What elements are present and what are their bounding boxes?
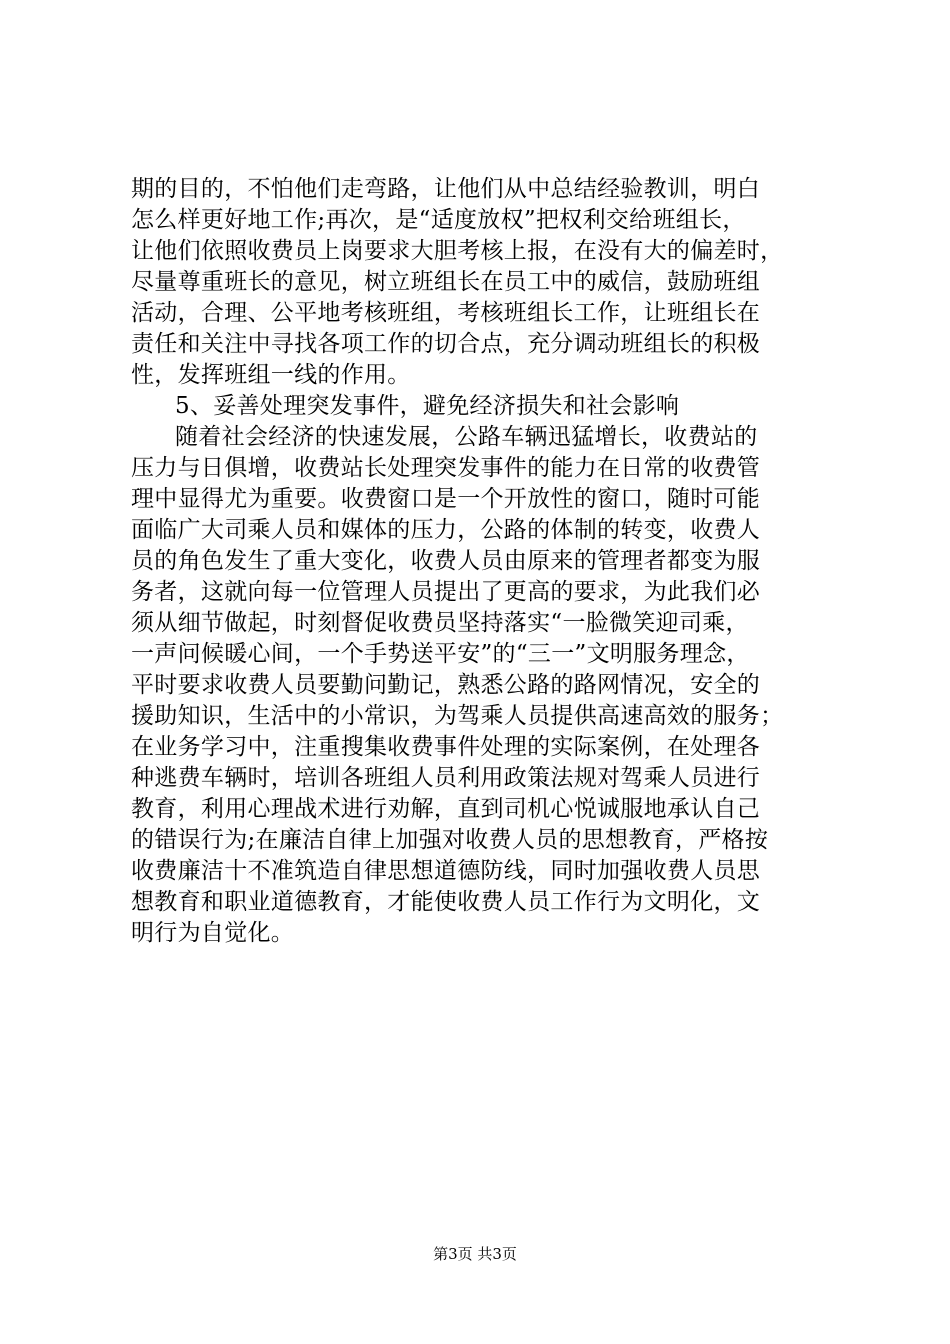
text-line: 种逃费车辆时，培训各班组人员利用政策法规对驾乘人员进行 bbox=[131, 765, 761, 791]
text-line: 压力与日俱增，收费站长处理突发事件的能力在日常的收费管 bbox=[131, 455, 761, 481]
text-line: 援助知识，生活中的小常识，为驾乘人员提供高速高效的服务； bbox=[131, 703, 784, 729]
text-line: 务者，这就向每一位管理人员提出了更高的要求，为此我们必 bbox=[131, 579, 761, 605]
text-line: 一声问候暖心间，一个手势送平安”的“三一”文明服务理念， bbox=[131, 641, 750, 667]
text-line: 在业务学习中，注重搜集收费事件处理的实际案例，在处理各 bbox=[131, 734, 761, 760]
text-line: 收费廉洁十不准筑造自律思想道德防线，同时加强收费人员思 bbox=[131, 858, 761, 884]
text-line: 明行为自觉化。 bbox=[131, 920, 295, 946]
text-line: 想教育和职业道德教育，才能使收费人员工作行为文明化，文 bbox=[131, 889, 761, 915]
text-line: 让他们依照收费员上岗要求大胆考核上报，在没有大的偏差时， bbox=[131, 238, 784, 264]
text-line: 理中显得尤为重要。收费窗口是一个开放性的窗口，随时可能 bbox=[131, 486, 761, 512]
text-line: 面临广大司乘人员和媒体的压力，公路的体制的转变，收费人 bbox=[131, 517, 761, 543]
text-line: 员的角色发生了重大变化，收费人员由原来的管理者都变为服 bbox=[131, 548, 761, 574]
text-line: 平时要求收费人员要勤问勤记，熟悉公路的路网情况，安全的 bbox=[131, 672, 761, 698]
text-line: 性，发挥班组一线的作用。 bbox=[131, 362, 411, 388]
text-line: 活动，合理、公平地考核班组，考核班组长工作，让班组长在 bbox=[131, 300, 761, 326]
page-number: 第3页 共3页 bbox=[433, 1245, 517, 1263]
text-line: 教育，利用心理战术进行劝解，直到司机心悦诚服地承认自己 bbox=[131, 796, 761, 822]
text-line: 期的目的，不怕他们走弯路，让他们从中总结经验教训，明白 bbox=[131, 176, 761, 202]
text-line: 须从细节做起，时刻督促收费员坚持落实“一脸微笑迎司乘， bbox=[131, 610, 749, 636]
section-heading: 5、妥善处理突发事件，避免经济损失和社会影响 bbox=[175, 393, 680, 419]
body-text bbox=[131, 174, 831, 949]
text-line: 随着社会经济的快速发展，公路车辆迅猛增长，收费站的 bbox=[175, 424, 758, 450]
text-line: 怎么样更好地工作;再次，是“适度放权”把权利交给班组长， bbox=[131, 207, 746, 233]
text-line: 尽量尊重班长的意见，树立班组长在员工中的威信，鼓励班组 bbox=[131, 269, 761, 295]
text-line: 的错误行为;在廉洁自律上加强对收费人员的思想教育，严格按 bbox=[131, 827, 769, 853]
text-line: 责任和关注中寻找各项工作的切合点，充分调动班组长的积极 bbox=[131, 331, 761, 357]
